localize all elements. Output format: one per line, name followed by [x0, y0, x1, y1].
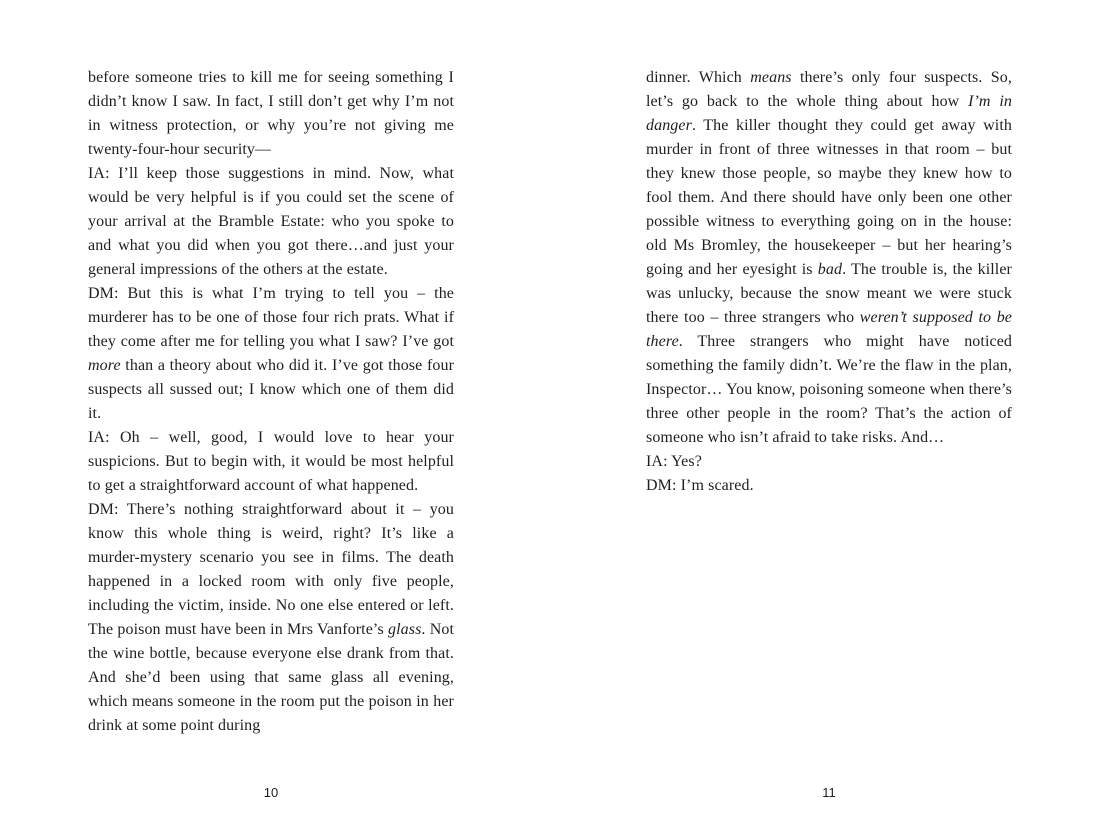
paragraph: dinner. Which means there’s only four suspects. So, let’s go back to the whole thing about how I’m in danger. The killer thought they could get away with murder in front of three witnesses in that room – but they knew those people, so maybe they knew how to fool them. And there should have only been one other possible witness to everything going on in the house: old Ms Bromley, the housekeeper – but her hearing’s going and her eyesight is bad. The trouble is, the killer was unlucky, because the snow meant we were stuck there too – three strangers who weren’t supposed to be there. Three strangers who might have noticed something the family didn’t. We’re the flaw in the plan, Inspector… You know, poisoning someone when there’s three other people in the room? That’s the action of someone who isn’t afraid to take risks. And… — [646, 69, 1012, 446]
page-right — [550, 0, 1100, 838]
paragraph: DM: But this is what I’m trying to tell you – the murderer has to be one of those four rich prats. What if they come after me for telling you what I saw? I’ve got more than a theory about who did it. I’ve got those four suspects all sussed out; I know which one of them did it. — [88, 285, 454, 422]
paragraph: DM: There’s nothing straightforward about it – you know this whole thing is weird, right? It’s like a murder-mystery scenario you see in films. The death happened in a locked room with only five people, including the victim, inside. No one else entered or left. The poison must have been in Mrs Vanforte’s glass. Not the wine bottle, because everyone else drank from that. And she’d been using that same glass all evening, which means someone in the room put the poison in her drink at some point during — [88, 501, 455, 734]
page-left-number: 10 — [263, 785, 279, 800]
paragraph: DM: I’m scared. — [646, 477, 754, 494]
paragraph: before someone tries to kill me for seeing something I didn’t know I saw. In fact, I still don’t get why I’m not in witness protection, or why you’re not giving me twenty-four-hour security— — [88, 69, 454, 158]
paragraph: IA: Oh – well, good, I would love to hear your suspicions. But to begin with, it would be most helpful to get a straightforward account of what happened. — [88, 429, 454, 494]
paragraph: IA: I’ll keep those suggestions in mind. Now, what would be very helpful is if you could set the scene of your arrival at the Bramble Estate: who you spoke to and what you did when you got there…and just your general impressions of the others at the estate. — [88, 165, 454, 278]
paragraph: IA: Yes? — [646, 453, 702, 470]
page-left-text — [88, 66, 454, 738]
page-right-text — [646, 66, 1012, 498]
page-right-number: 11 — [822, 785, 836, 800]
